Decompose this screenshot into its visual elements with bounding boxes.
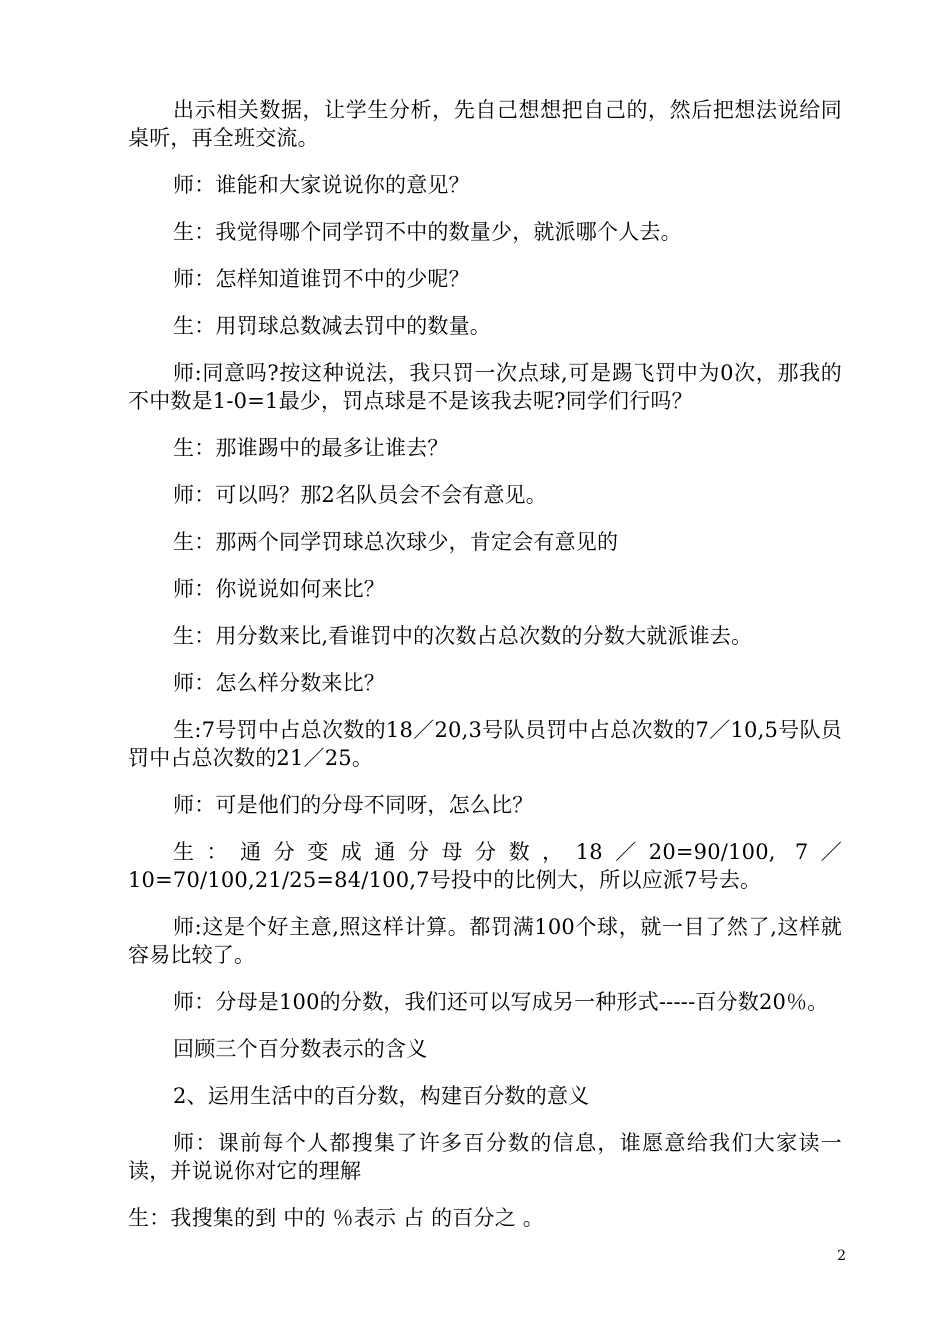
page-number: 2 — [837, 1248, 846, 1264]
paragraph: 师：可以吗？那2名队员会不会有意见。 — [173, 483, 547, 507]
paragraph: 师:同意吗?按这种说法，我只罚一次点球,可是踢飞罚中为0次，那我的不中数是1-0=1最少，罚点球是不是该我去呢?同学们行吗？ — [128, 361, 842, 413]
paragraph: 生：那谁踢中的最多让谁去？ — [173, 436, 449, 460]
paragraph: 师：可是他们的分母不同呀，怎么比？ — [173, 793, 534, 817]
paragraph: 师:这是个好主意,照这样计算。都罚满100个球，就一目了然了,这样就容易比较了。 — [128, 915, 842, 967]
paragraph: 师：怎么样分数来比？ — [173, 671, 385, 695]
paragraph: 生：用罚球总数减去罚中的数量。 — [173, 314, 491, 338]
paragraph: 师：你说说如何来比？ — [173, 577, 385, 601]
paragraph: 师：怎样知道谁罚不中的少呢？ — [173, 267, 470, 291]
paragraph: 生：通分变成通分母分数，18／20=90/100, 7／10=70/100,21/25=84/100,7号投中的比例大，所以应派7号去。 — [128, 840, 842, 892]
paragraph: 师：课前每个人都搜集了许多百分数的信息，谁愿意给我们大家读一读，并说说你对它的理解 — [128, 1131, 842, 1183]
document-body — [128, 96, 842, 1251]
paragraph: 师：分母是100的分数，我们还可以写成另一种形式-----百分数20％。 — [173, 990, 829, 1014]
paragraph: 生：那两个同学罚球总次球少，肯定会有意见的 — [173, 530, 619, 554]
paragraph: 回顾三个百分数表示的含义 — [173, 1037, 428, 1061]
paragraph: 生：我觉得哪个同学罚不中的数量少，就派哪个人去。 — [173, 220, 682, 244]
paragraph: 2、运用生活中的百分数，构建百分数的意义 — [173, 1084, 590, 1108]
paragraph: 出示相关数据，让学生分析，先自己想想把自己的，然后把想法说给同桌听，再全班交流。 — [128, 98, 842, 150]
paragraph: 生：我搜集的到 中的 ％表示 占 的百分之 。 — [128, 1206, 544, 1230]
paragraph: 生:7号罚中占总次数的18／20,3号队员罚中占总次数的7／10,5号队员罚中占总次数的21／25。 — [128, 718, 842, 770]
paragraph: 师：谁能和大家说说你的意见？ — [173, 173, 470, 197]
paragraph: 生：用分数来比,看谁罚中的次数占总次数的分数大就派谁去。 — [173, 624, 753, 648]
